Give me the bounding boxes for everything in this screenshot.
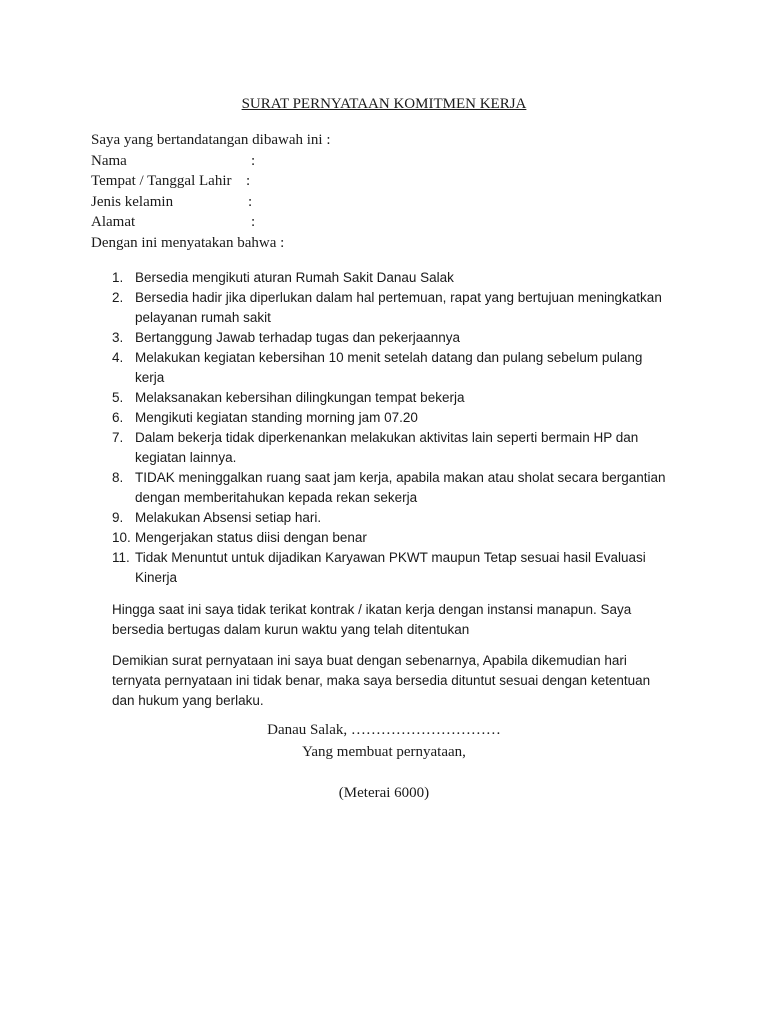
field-tempat-tanggal-lahir	[91, 171, 591, 192]
list-item-number: 8.	[112, 470, 124, 485]
list-item-text: Melaksanakan kebersihan dilingkungan tempat bekerja	[135, 390, 465, 405]
list-item-number: 4.	[112, 350, 124, 365]
list-item-number: 6.	[112, 410, 124, 425]
list-item-number: 5.	[112, 390, 124, 405]
signer-label: Yang membuat pernyataan,	[302, 744, 466, 760]
list-item	[112, 528, 672, 548]
list-item	[112, 268, 672, 288]
field-label: Jenis kelamin	[91, 193, 174, 210]
field-colon: :	[246, 173, 251, 189]
field-colon: :	[251, 152, 256, 169]
list-item-number: 2.	[112, 290, 124, 305]
place-date-line: Danau Salak, …………………………	[267, 722, 501, 738]
field-colon: :	[251, 214, 256, 230]
list-item-text: Bersedia mengikuti aturan Rumah Sakit Danau Salak	[135, 270, 454, 285]
list-item-number: 11.	[112, 550, 130, 565]
list-item-text: Bertanggung Jawab terhadap tugas dan pekerjaannya	[135, 330, 460, 345]
list-item-number: 1.	[112, 270, 124, 285]
list-item-text: Mengerjakan status diisi dengan benar	[135, 530, 367, 545]
statement-list	[112, 268, 672, 588]
list-item	[112, 288, 672, 328]
field-jenis-kelamin	[91, 192, 591, 213]
list-item	[112, 468, 672, 508]
list-item-text: Dalam bekerja tidak diperkenankan melakukan aktivitas lain seperti bermain HP dan kegiatan lainnya.	[135, 430, 639, 465]
field-label: Nama	[91, 152, 127, 169]
field-colon: :	[248, 193, 253, 210]
list-item-number: 10.	[112, 530, 131, 545]
list-item-number: 9.	[112, 510, 124, 525]
field-nama	[91, 151, 591, 172]
list-item	[112, 428, 672, 468]
statement-intro: Dengan ini menyatakan bahwa :	[91, 234, 285, 251]
intro-line: Saya yang bertandatangan dibawah ini :	[91, 132, 331, 148]
list-item-text: Melakukan Absensi setiap hari.	[135, 510, 322, 525]
field-alamat	[91, 212, 591, 233]
list-item	[112, 388, 672, 408]
list-item-number: 3.	[112, 330, 124, 345]
document-title: SURAT PERNYATAAN KOMITMEN KERJA	[241, 96, 527, 112]
list-item	[112, 348, 672, 388]
paragraph-closing: Demikian surat pernyataan ini saya buat dengan sebenarnya, Apabila dikemudian hari ternyata pernyataan ini tidak benar, maka saya bersedia dituntut sesuai dengan ketentuan dan hukum yang berlaku.	[112, 653, 651, 708]
list-item	[112, 328, 672, 348]
field-label: Alamat	[91, 214, 136, 230]
list-item-text: Tidak Menuntut untuk dijadikan Karyawan PKWT maupun Tetap sesuai hasil Evaluasi Kinerja	[135, 550, 646, 585]
list-item	[112, 548, 672, 588]
list-item-text: Bersedia hadir jika diperlukan dalam hal pertemuan, rapat yang bertujuan meningkatkan pelayanan rumah sakit	[135, 290, 662, 325]
list-item-text: Melakukan kegiatan kebersihan 10 menit setelah datang dan pulang sebelum pulang kerja	[135, 350, 643, 385]
identity-section	[91, 130, 591, 253]
stamp-placeholder: (Meterai 6000)	[338, 785, 430, 801]
paragraph-contract: Hingga saat ini saya tidak terikat kontrak / ikatan kerja dengan instansi manapun. Saya bersedia bertugas dalam kurun waktu yang telah ditentukan	[112, 602, 632, 637]
list-item-text: TIDAK meninggalkan ruang saat jam kerja, apabila makan atau sholat secara bergantian dengan memberitahukan kepada rekan sekerja	[135, 470, 666, 505]
list-item	[112, 508, 672, 528]
list-item-number: 7.	[112, 430, 124, 445]
list-item-text: Mengikuti kegiatan standing morning jam 07.20	[135, 410, 418, 425]
field-label: Tempat / Tanggal Lahir	[91, 173, 232, 189]
list-item	[112, 408, 672, 428]
